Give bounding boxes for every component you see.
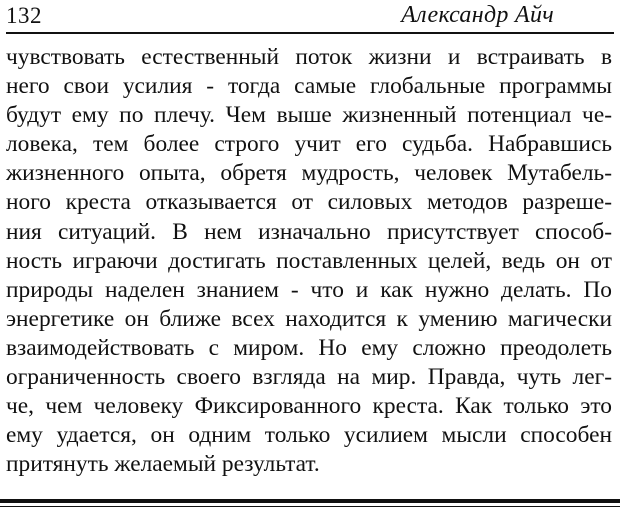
page-header xyxy=(6,0,614,34)
header-rule xyxy=(6,32,614,34)
footer-rule xyxy=(0,499,620,503)
text-line: ного креста отказывается от силовых методов разреше- xyxy=(6,189,612,216)
text-line: него свои усилия - тогда самые глобальные программы xyxy=(6,73,612,100)
running-title: Александр Айч xyxy=(401,2,554,28)
text-line: ограниченность своего взгляда на мир. Правда, чуть лег- xyxy=(6,364,612,391)
text-line: природы наделен знанием - что и как нужно делать. По xyxy=(6,276,612,303)
text-line: чувствовать естественный поток жизни и встраивать в xyxy=(6,44,612,70)
text-line: ему удается, он одним только усилием мысли способен xyxy=(6,422,612,449)
text-line: притянуть желаемый результат. xyxy=(6,451,320,478)
text-line: жизненного опыта, обретя мудрость, человек Мутабель- xyxy=(6,160,612,187)
text-line: че, чем человеку Фиксированного креста. Как только это xyxy=(6,393,612,420)
text-line: ловека, тем более строго учит его судьба. Набравшись xyxy=(6,131,612,158)
text-line: энергетике он ближе всех находится к умению магически xyxy=(6,305,612,332)
text-line: взаимодействовать с миром. Но ему сложно преодолеть xyxy=(6,334,612,361)
text-line: ность играючи достигать поставленных целей, ведь он от xyxy=(6,247,612,274)
text-line: будут ему по плечу. Чем выше жизненный потенциал че- xyxy=(6,102,612,129)
page-number: 132 xyxy=(6,3,42,28)
body-paragraph xyxy=(6,43,612,479)
footer-rule-thin xyxy=(0,506,620,507)
text-line: ния ситуаций. В нем изначально присутствует способ- xyxy=(6,218,612,245)
